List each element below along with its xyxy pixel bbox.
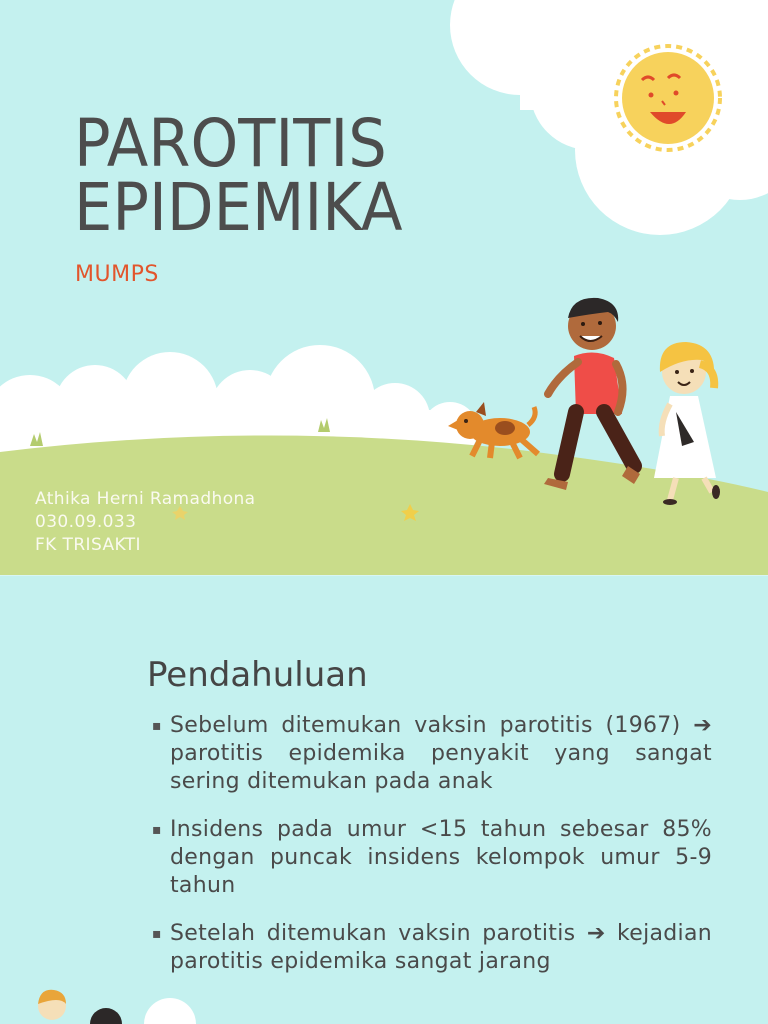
- bullet-marker-icon: ▪: [152, 718, 162, 734]
- cloud-top-right: [450, 0, 768, 235]
- list-item: [150, 816, 712, 900]
- bullet-text: Sebelum ditemukan vaksin parotitis (1967) ➔ parotitis epidemika penyakit yang sangat sering ditemukan pada anak: [170, 713, 712, 794]
- author-id: 030.09.033: [35, 512, 137, 532]
- title-line-2: EPIDEMIKA: [74, 169, 403, 246]
- bullet-marker-icon: ▪: [152, 822, 162, 838]
- author-name: Athika Herni Ramadhona: [35, 489, 256, 509]
- bullet-marker-icon: ▪: [152, 926, 162, 942]
- section-heading: Pendahuluan: [147, 655, 368, 695]
- list-item: [150, 920, 712, 976]
- bullet-text: Insidens pada umur <15 tahun sebesar 85% dengan puncak insidens kelompok umur 5-9 tahun: [170, 817, 712, 898]
- title-line-1: PAROTITIS: [74, 105, 387, 182]
- content-slide: [0, 576, 768, 1024]
- author-block: [35, 488, 256, 557]
- thumbnail-illustration: [0, 978, 200, 1024]
- author-institution: FK TRISAKTI: [35, 535, 141, 555]
- slide-subtitle: MUMPS: [75, 262, 159, 287]
- list-item: [150, 712, 712, 796]
- bullet-list: [150, 712, 712, 996]
- bullet-text: Setelah ditemukan vaksin parotitis ➔ kejadian parotitis epidemika sangat jarang: [170, 921, 712, 974]
- slide-title: [74, 105, 403, 246]
